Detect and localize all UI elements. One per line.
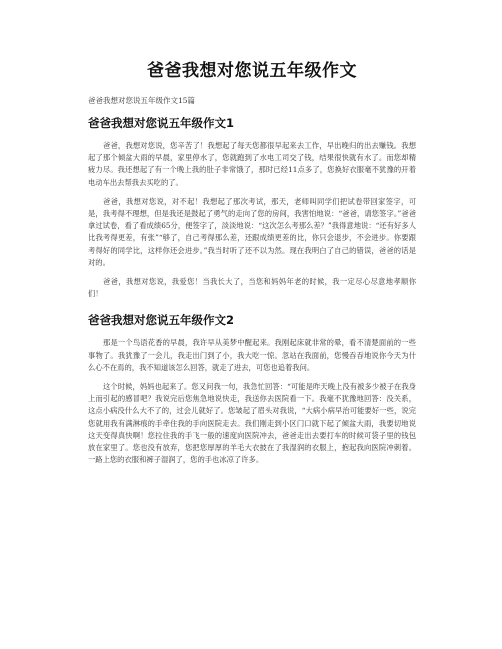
essay-section-2 xyxy=(88,312,416,466)
paragraph: 爸爸，我想对您说，您辛苦了！我想起了每天您都很早起来去工作，早出晚归的出去赚钱。我想起了那个倾盆大雨的早晨，家里停水了，您就跑到了水电工司交了钱，结果很快就有水了。而您却精疲力尽。我还想起了有一个晚上我的肚子非常饿了，那时已经11点多了，您换好衣服毫不犹豫的开着电动车出去帮我去买吃的了。 xyxy=(88,141,416,187)
paragraph: 爸爸，我想对您说，对不起！我想起了那次考试，那天，老师叫同学们把试卷带回家签字，可是，我考得不理想，但是我还是鼓起了勇气的走向了您的房间，我害怕地说：“爸爸，请您签字。”爸爸拿过试卷，看了看成绩65分，便签字了，淡淡地说：“这次怎么考那么差？”我得意地说：“还有好多人比我考得更差，有张”“够了，自己考得那么差，还跟成绩更差的比，你只会退步，不会进步。你要跟考得好的同学比，这样你还会进步。”我当时听了还不以为然。现在我明白了自己的错误，爸爸的话是对的。 xyxy=(88,196,416,267)
document-title: 爸爸我想对您说五年级作文 xyxy=(147,61,357,81)
document-subtitle: 爸爸我想对您说五年级作文15篇 xyxy=(88,96,196,105)
section-heading: 爸爸我想对您说五年级作文1 xyxy=(88,116,235,130)
paragraph: 那是一个鸟语花香的早晨，我许早从美梦中醒起来。我刚起床就非常的晕，看不清楚面前的一些事物了。我犹豫了一会儿，我走出门到了小，我大吃一惊。忽站在我面前，您慢吞吞地说你今天为什么心不在焉的，我不知道该怎么回答，就走了进去，可您也追着我问。 xyxy=(88,338,416,372)
paragraph: 这个时候，妈妈也起来了。您又问我一句，我急忙回答：“可能是昨天晚上没有被多少被子在我身上而引起的感冒吧？我说完后您焦急地说快走，我送你去医院看一下。我毫不犹豫地回答：没关系，这点小病没什么大不了的，过会儿就好了。您皱起了眉头对我说，“大病小病早治可能要好一些，说完您就用我有满淋痕的手牵住我的手向医院走去。我们刚走到小区门口就下起了倾盆大雨，我要切地说这天变得真快啊！您拉住我的手飞一般的速度向医院冲去，爸爸走出去要打车的时候可袋子里的钱包放在家里了。您也没有放弃，您把您厚厚的羊毛大衣披在了我湿润的衣服上，抱起我向医院冲刺着。一路上您的衣服和裤子湿润了，您的手也冰凉了许多。 xyxy=(88,382,416,465)
essay-section-1 xyxy=(88,115,416,300)
section-heading: 爸爸我想对您说五年级作文2 xyxy=(88,313,235,328)
paragraph: 爸爸，我想对您说，我爱您！当我长大了，当您和妈妈年老的时候，我一定尽心尽意地孝顺你们！ xyxy=(88,277,416,299)
